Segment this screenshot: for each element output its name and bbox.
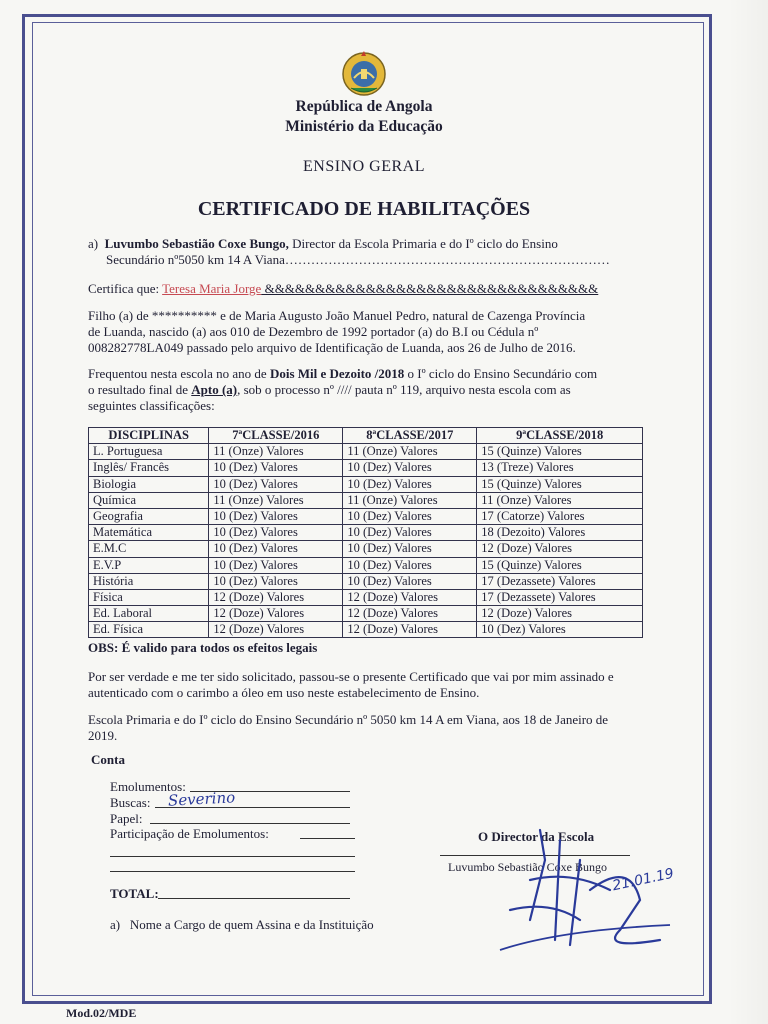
conta-title: Conta xyxy=(91,752,125,767)
closing-line-1: Por ser verdade e me ter sido solicitado, passou-se o presente Certificado que vai por mim assinado e xyxy=(88,669,614,684)
subject-cell: E.V.P xyxy=(89,557,209,573)
table-row xyxy=(89,492,643,508)
table-row xyxy=(89,476,643,492)
footnote-text: Nome a Cargo de quem Assina e da Instituição xyxy=(129,917,374,932)
certificate-title: CERTIFICADO DE HABILITAÇÕES xyxy=(197,198,531,220)
grade-cell: 12 (Doze) Valores xyxy=(343,606,477,622)
grade-cell: 10 (Dez) Valores xyxy=(209,476,343,492)
signature-date: 21.01.19 xyxy=(611,865,676,895)
attendance-year: Dois Mil e Dezoito /2018 xyxy=(269,366,405,381)
grades-header-row xyxy=(89,428,643,444)
grades-table xyxy=(88,427,643,638)
republic-heading: República de Angola xyxy=(295,98,433,115)
certifica-line xyxy=(88,281,598,297)
filiation-line-1: Filho (a) de ********** e de Maria Augusto João Manuel Pedro, natural de Cazenga Província xyxy=(88,308,586,323)
buscas-label: Buscas: xyxy=(110,795,151,810)
certifica-label: Certifica que: xyxy=(88,281,163,296)
subject-cell: Ed. Física xyxy=(89,622,209,638)
subject-cell: Química xyxy=(89,492,209,508)
grade-cell: 12 (Doze) Valores xyxy=(209,589,343,605)
grade-cell: 10 (Dez) Valores xyxy=(209,525,343,541)
grade-cell: 10 (Dez) Valores xyxy=(343,573,477,589)
grade-cell: 15 (Quinze) Valores xyxy=(477,557,643,573)
grade-cell: 10 (Dez) Valores xyxy=(343,525,477,541)
grades-header-cell: 7ªCLASSE/2016 xyxy=(209,428,343,444)
grade-cell: 11 (Onze) Valores xyxy=(343,492,477,508)
grade-cell: 11 (Onze) Valores xyxy=(477,492,643,508)
grade-cell: 11 (Onze) Valores xyxy=(343,444,477,460)
grade-cell: 12 (Doze) Valores xyxy=(477,606,643,622)
grades-header-cell: 9ªCLASSE/2018 xyxy=(477,428,643,444)
grade-cell: 15 (Quinze) Valores xyxy=(477,444,643,460)
subject-cell: Matemática xyxy=(89,525,209,541)
total-label: TOTAL: xyxy=(110,886,159,901)
director-name-intro: Luvumbo Sebastião Coxe Bungo, xyxy=(104,236,289,251)
place-date-line-1: Escola Primaria e do Iº ciclo do Ensino Secundário nº 5050 km 14 A em Viana, aos 18 de Janeiro de xyxy=(88,712,609,727)
table-row xyxy=(89,444,643,460)
attendance-line-1 xyxy=(88,366,597,382)
subject-cell: Ed. Laboral xyxy=(89,606,209,622)
table-row xyxy=(89,508,643,524)
table-row xyxy=(89,589,643,605)
table-row xyxy=(89,525,643,541)
grade-cell: 12 (Doze) Valores xyxy=(209,622,343,638)
papel-line xyxy=(150,823,350,824)
total-line xyxy=(158,898,350,899)
grade-cell: 15 (Quinze) Valores xyxy=(477,476,643,492)
grade-cell: 10 (Dez) Valores xyxy=(209,557,343,573)
subject-cell: Geografia xyxy=(89,508,209,524)
certifica-filler: &&&&&&&&&&&&&&&&&&&&&&&&&&&&&&&&& xyxy=(261,281,599,296)
participacao-line xyxy=(300,838,355,839)
obs-note: OBS: É valido para todos os efeitos legais xyxy=(88,640,318,655)
grades-header-cell: DISCIPLINAS xyxy=(89,428,209,444)
place-date-line-2: 2019. xyxy=(88,728,118,743)
attendance-line-3: seguintes classificações: xyxy=(88,398,215,413)
grade-cell: 11 (Onze) Valores xyxy=(209,492,343,508)
grade-cell: 17 (Catorze) Valores xyxy=(477,508,643,524)
angola-emblem-icon xyxy=(339,48,389,98)
table-row xyxy=(89,557,643,573)
table-row xyxy=(89,622,643,638)
paper-fold-shadow xyxy=(728,0,768,1024)
attendance-result: Apto (a) xyxy=(191,382,238,397)
grade-cell: 10 (Dez) Valores xyxy=(343,508,477,524)
papel-label: Papel: xyxy=(110,811,143,826)
subject-cell: Biologia xyxy=(89,476,209,492)
grade-cell: 11 (Onze) Valores xyxy=(209,444,343,460)
director-title: O Director da Escola xyxy=(478,829,595,844)
participacao-label: Participação de Emolumentos: xyxy=(110,826,269,841)
filiation-line-3: 008282778LA049 passado pelo arquivo de Identificação de Luanda, aos 26 de Julho de 2016. xyxy=(88,340,576,355)
ministry-heading: Ministério da Educação xyxy=(285,118,443,135)
intro-line-2: Secundário nº5050 km 14 A Viana………………………………………………………………… xyxy=(106,252,610,267)
grade-cell: 10 (Dez) Valores xyxy=(477,622,643,638)
grade-cell: 17 (Dezassete) Valores xyxy=(477,589,643,605)
table-row xyxy=(89,541,643,557)
footnote xyxy=(110,917,374,933)
attendance-text-c: o Iº ciclo do Ensino Secundário com xyxy=(404,366,598,381)
grade-cell: 10 (Dez) Valores xyxy=(209,460,343,476)
subject-cell: História xyxy=(89,573,209,589)
filiation-line-2: de Luanda, nascido (a) aos 010 de Dezembro de 1992 portador (a) do B.I ou Cédula nº xyxy=(88,324,539,339)
emolumentos-label: Emolumentos: xyxy=(110,779,186,794)
table-row xyxy=(89,606,643,622)
attendance-process: , sob o processo nº //// pauta nº 119, arquivo nesta escola com as xyxy=(237,382,571,397)
table-row xyxy=(89,573,643,589)
intro-text: Director da Escola Primaria e do Iº ciclo do Ensino xyxy=(288,236,558,251)
buscas-handwriting: Severino xyxy=(167,788,236,810)
grade-cell: 10 (Dez) Valores xyxy=(343,541,477,557)
form-code: Mod.02/MDE xyxy=(66,1006,137,1020)
grades-header-cell: 8ªCLASSE/2017 xyxy=(343,428,477,444)
blank-line-2 xyxy=(110,871,355,872)
grade-cell: 12 (Doze) Valores xyxy=(343,589,477,605)
subject-cell: E.M.C xyxy=(89,541,209,557)
blank-line-1 xyxy=(110,856,355,857)
intro-line-1 xyxy=(88,236,558,252)
attendance-text-a: Frequentou nesta escola no ano de xyxy=(88,366,270,381)
attendance-result-label: o resultado final de xyxy=(88,382,192,397)
grade-cell: 17 (Dezassete) Valores xyxy=(477,573,643,589)
grade-cell: 12 (Doze) Valores xyxy=(343,622,477,638)
subject-cell: Inglês/ Francês xyxy=(89,460,209,476)
attendance-line-2 xyxy=(88,382,571,398)
student-name: Teresa Maria Jorge xyxy=(162,281,262,296)
director-name: Luvumbo Sebastião Coxe Bungo xyxy=(448,860,607,874)
subject-cell: Física xyxy=(89,589,209,605)
grade-cell: 10 (Dez) Valores xyxy=(209,508,343,524)
grade-cell: 18 (Dezoito) Valores xyxy=(477,525,643,541)
intro-mark: a) xyxy=(88,236,99,251)
grade-cell: 13 (Treze) Valores xyxy=(477,460,643,476)
grade-cell: 10 (Dez) Valores xyxy=(209,573,343,589)
subject-cell: L. Portuguesa xyxy=(89,444,209,460)
footnote-mark: a) xyxy=(110,917,121,932)
table-row xyxy=(89,460,643,476)
grades-body xyxy=(89,444,643,638)
grade-cell: 12 (Doze) Valores xyxy=(477,541,643,557)
grade-cell: 10 (Dez) Valores xyxy=(343,460,477,476)
closing-line-2: autenticado com o carimbo a óleo em uso neste estabelecimento de Ensino. xyxy=(88,685,480,700)
section-heading: ENSINO GERAL xyxy=(303,158,425,175)
grade-cell: 10 (Dez) Valores xyxy=(343,557,477,573)
grade-cell: 12 (Doze) Valores xyxy=(209,606,343,622)
grade-cell: 10 (Dez) Valores xyxy=(209,541,343,557)
grade-cell: 10 (Dez) Valores xyxy=(343,476,477,492)
